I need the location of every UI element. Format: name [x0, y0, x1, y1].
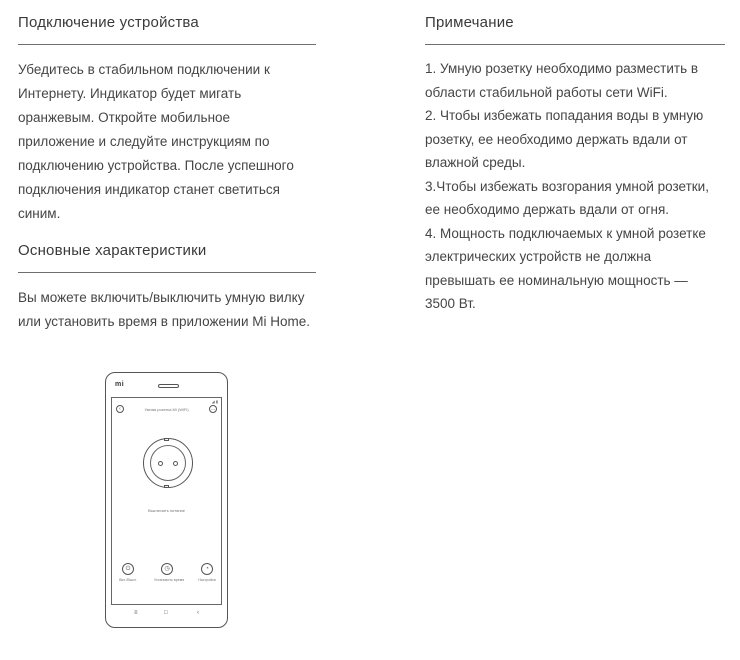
socket-pin-left — [158, 461, 163, 466]
speaker-grille — [158, 384, 179, 388]
socket-pin-right — [173, 461, 178, 466]
clock-icon: ◷ — [161, 563, 173, 575]
text-line: подключения индикатор станет светиться — [18, 182, 280, 197]
timer-control-label: Установить время — [154, 578, 185, 582]
note-heading: Примечание — [425, 14, 514, 31]
socket-face — [150, 445, 186, 481]
socket-tab-bottom — [164, 485, 169, 488]
socket-tab-top — [164, 438, 169, 441]
phone-illustration — [105, 372, 228, 628]
mi-logo: mi — [115, 381, 125, 388]
power-control — [115, 563, 141, 582]
note-line: ее необходимо держать вдали от огня. — [425, 202, 670, 217]
home-nav-icon: □ — [164, 610, 168, 616]
specs-divider — [18, 272, 316, 273]
status-bar-icons: ◢ ▮ — [211, 399, 218, 404]
note-line: 1. Умную розетку необходимо разместить в — [425, 61, 699, 76]
note-line: 3500 Вт. — [425, 296, 476, 311]
text-line: оранжевым. Откройте мобильное — [18, 110, 231, 125]
specs-paragraph — [18, 286, 323, 334]
text-line: приложение и следуйте инструкциям по — [18, 134, 270, 149]
settings-control-label: Настройки — [198, 578, 216, 582]
note-line: превышать ее номинальную мощность — — [425, 272, 688, 288]
note-line: 2. Чтобы избежать попадания воды в умную — [425, 108, 704, 123]
text-line: подключению устройства. После успешного — [18, 158, 294, 173]
note-divider — [425, 44, 725, 45]
specs-heading: Основные характеристики — [18, 242, 207, 259]
back-nav-icon: ‹ — [197, 610, 199, 616]
more-icon: … — [210, 406, 216, 412]
note-line: влажной среды. — [425, 155, 526, 170]
power-control-label: Вкл./Выкл. — [119, 578, 137, 582]
note-line: 3.Чтобы избежать возгорания умной розетки, — [425, 178, 709, 194]
settings-control — [194, 563, 220, 582]
text-line: Убедитесь в стабильном подключении к — [18, 62, 270, 77]
note-line: 4. Мощность подключаемых к умной розетке — [425, 225, 706, 241]
timer-control — [154, 563, 185, 582]
text-line: или установить время в приложении Mi Home. — [18, 314, 311, 329]
text-line: Интернету. Индикатор будет мигать — [18, 86, 242, 101]
note-line: области стабильной работы сети WiFi. — [425, 84, 668, 100]
note-list — [425, 57, 730, 316]
back-icon: ‹ — [116, 405, 124, 413]
note-line: розетку, ее необходимо держать вдали от — [425, 131, 688, 147]
connect-paragraph — [18, 58, 316, 226]
socket-icon — [143, 438, 193, 488]
text-line: Вы можете включить/выключить умную вилку — [18, 290, 305, 305]
settings-icon: ◔ — [201, 563, 213, 575]
connect-heading: Подключение устройства — [18, 14, 199, 31]
power-status-label: Выключить питание — [147, 508, 185, 513]
power-icon: ⏻ — [122, 563, 134, 575]
text-line: синим. — [18, 206, 61, 221]
note-line: электрических устройств не должна — [425, 249, 652, 264]
app-title: Умная розетка Mi (WiFi) — [144, 407, 189, 412]
connect-divider — [18, 44, 316, 45]
menu-nav-icon: ≡ — [134, 610, 138, 616]
phone-screen — [111, 397, 222, 605]
